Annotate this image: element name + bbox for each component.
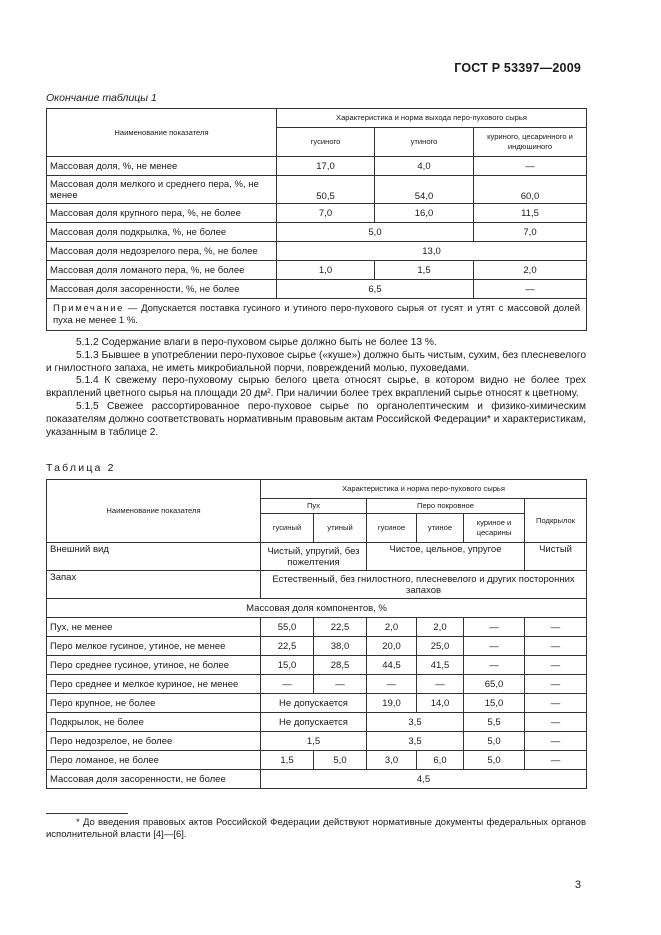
cell-value: 5,0 <box>464 732 525 751</box>
cell-value: — <box>525 713 587 732</box>
cell-value: 22,5 <box>314 618 367 637</box>
cell-value: 1,0 <box>277 261 375 280</box>
cell-value: 20,0 <box>367 637 417 656</box>
cell-value: — <box>261 675 314 694</box>
cell-value: 15,0 <box>261 656 314 675</box>
cell-value: — <box>525 637 587 656</box>
t2-sub-gusinoe: гусиное <box>367 514 417 543</box>
table-row <box>47 751 587 770</box>
t2-head-indicator: Наименование показателя <box>47 480 261 543</box>
cell-value: — <box>525 618 587 637</box>
cell-value: 1,5 <box>261 732 367 751</box>
t1-head-indicator: Наименование показателя <box>47 109 277 157</box>
row-label: Массовая доля засоренности, %, не более <box>47 280 277 299</box>
table2 <box>46 479 587 789</box>
row-label: Подкрылок, не более <box>47 713 261 732</box>
cell-value: Естественный, без гнилостного, плесневелого и других посторонних запахов <box>261 571 587 599</box>
cell-value: 4,5 <box>261 770 587 789</box>
row-label: Пух, не менее <box>47 618 261 637</box>
cell-value: 22,5 <box>261 637 314 656</box>
cell-value: 54,0 <box>375 176 474 204</box>
row-label: Массовая доля засоренности, не более <box>47 770 261 789</box>
table-row <box>47 675 587 694</box>
table-row <box>47 176 587 204</box>
cell-value: 6,5 <box>277 280 474 299</box>
footnote-text: * До введения правовых актов Российской Федерации действуют нормативные документы федеральных органов исполнительной власти [4]—[6]. <box>46 817 586 840</box>
row-label: Массовая доля крупного пера, %, не более <box>47 204 277 223</box>
row-label: Перо недозрелое, не более <box>47 732 261 751</box>
cell-value: 2,0 <box>367 618 417 637</box>
cell-value: 55,0 <box>261 618 314 637</box>
cell-value: 15,0 <box>464 694 525 713</box>
t1-col-duck: утиного <box>375 128 474 157</box>
table-row <box>47 242 587 261</box>
page-number: 3 <box>574 879 581 891</box>
cell-value: 19,0 <box>367 694 417 713</box>
cell-value: 14,0 <box>417 694 464 713</box>
table1 <box>46 108 587 331</box>
t2-head-group: Характеристика и норма перо-пухового сырья <box>261 480 587 499</box>
note-label: Примечание <box>53 302 124 314</box>
paragraph-5-1-5: 5.1.5 Свежее рассортированное перо-пуховое сырье по органолептическим и физико-химическим показателям должно соответствовать нормативным правовым актам Российской Федерации* и характеристикам, указанным в таблице 2. <box>46 400 586 438</box>
table-row <box>47 261 587 280</box>
note-text: — Допускается поставка гусиного и утиного перо-пухового сырья от гусят и утят с массовой долей пуха не менее 1 %. <box>53 302 580 326</box>
cell-value: — <box>314 675 367 694</box>
cell-value: — <box>525 732 587 751</box>
cell-value: — <box>464 656 525 675</box>
row-label: Перо мелкое гусиное, утиное, не менее <box>47 637 261 656</box>
cell-value: 4,0 <box>375 157 474 176</box>
cell-value: Чистый, упругий, без пожелтения <box>261 543 367 571</box>
cell-value: 38,0 <box>314 637 367 656</box>
cell-value: 2,0 <box>474 261 587 280</box>
table-row <box>47 713 587 732</box>
table-row <box>47 543 587 571</box>
row-label: Перо среднее и мелкое куриное, не менее <box>47 675 261 694</box>
table-row <box>47 637 587 656</box>
table1-note <box>47 299 587 331</box>
table-row <box>47 732 587 751</box>
t2-head-pero: Перо покровное <box>367 499 525 514</box>
cell-value: 3,5 <box>367 732 464 751</box>
cell-value: 1,5 <box>375 261 474 280</box>
t2-sub-utinoe: утиное <box>417 514 464 543</box>
cell-value: 6,0 <box>417 751 464 770</box>
row-label: Массовая доля, %, не менее <box>47 157 277 176</box>
table-row <box>47 223 587 242</box>
table2-caption: Таблица 2 <box>46 462 116 474</box>
cell-value: — <box>525 751 587 770</box>
cell-value: 17,0 <box>277 157 375 176</box>
cell-value: 13,0 <box>277 242 587 261</box>
table1-caption: Окончание таблицы 1 <box>46 92 157 104</box>
paragraph-5-1-3: 5.1.3 Бывшее в употреблении перо-пуховое сырье («куше») должно быть чистым, сухим, без плесневелого и гнилостного запаха, не иметь микробиальной порчи, повреждений молью, пуховедами. <box>46 349 586 374</box>
cell-value: — <box>367 675 417 694</box>
cell-value: 5,5 <box>464 713 525 732</box>
cell-value: 3,0 <box>367 751 417 770</box>
cell-value: — <box>464 637 525 656</box>
cell-value: Чистый <box>525 543 587 571</box>
cell-value: 2,0 <box>417 618 464 637</box>
cell-value: Не допускается <box>261 713 367 732</box>
footnote-separator <box>46 813 128 814</box>
cell-value: 44,5 <box>367 656 417 675</box>
cell-value: Чистое, цельное, упругое <box>367 543 525 571</box>
row-label: Перо среднее гусиное, утиное, не более <box>47 656 261 675</box>
t1-col-goose: гусиного <box>277 128 375 157</box>
row-label: Массовая доля мелкого и среднего пера, %, не менее <box>47 176 277 204</box>
cell-value: — <box>525 656 587 675</box>
table-row <box>47 770 587 789</box>
table-row <box>47 656 587 675</box>
table-row <box>47 571 587 599</box>
table-row <box>47 204 587 223</box>
row-label: Массовая доля подкрылка, %, не более <box>47 223 277 242</box>
mass-components-header: Массовая доля компонентов, % <box>47 599 587 618</box>
cell-value: 5,0 <box>314 751 367 770</box>
row-label: Внешний вид <box>47 543 261 571</box>
row-label: Запах <box>47 571 261 599</box>
paragraph-5-1-4: 5.1.4 К свежему перо-пуховому сырью белого цвета относят сырье, в котором видно не более трех вкраплений цветного сырья на площади 20 дм². При наличии более трех вкраплений сырье относят к цветному. <box>46 375 586 400</box>
cell-value: 7,0 <box>277 204 375 223</box>
cell-value: 5,0 <box>464 751 525 770</box>
table-row <box>47 280 587 299</box>
t2-sub-kurinoe: куриное и цесарины <box>464 514 525 543</box>
cell-value: 5,0 <box>277 223 474 242</box>
table-row <box>47 618 587 637</box>
table-row <box>47 694 587 713</box>
cell-value: Не допускается <box>261 694 367 713</box>
cell-value: 50,5 <box>277 176 375 204</box>
document-code: ГОСТ Р 53397—2009 <box>454 61 581 75</box>
row-label: Массовая доля ломаного пера, %, не более <box>47 261 277 280</box>
table-row <box>47 157 587 176</box>
cell-value: 1,5 <box>261 751 314 770</box>
cell-value: 60,0 <box>474 176 587 204</box>
cell-value: — <box>525 694 587 713</box>
cell-value: 3,5 <box>367 713 464 732</box>
t2-head-podkrylok: Подкрылок <box>525 499 587 543</box>
cell-value: 16,0 <box>375 204 474 223</box>
body-paragraphs <box>46 337 586 439</box>
cell-value: — <box>474 280 587 299</box>
paragraph-5-1-2: 5.1.2 Содержание влаги в перо-пуховом сырье должно быть не более 13 %. <box>76 337 437 348</box>
cell-value: 25,0 <box>417 637 464 656</box>
cell-value: — <box>417 675 464 694</box>
row-label: Массовая доля недозрелого пера, %, не более <box>47 242 277 261</box>
footnote <box>46 817 586 841</box>
cell-value: 11,5 <box>474 204 587 223</box>
cell-value: 41,5 <box>417 656 464 675</box>
t2-head-pukh: Пух <box>261 499 367 514</box>
cell-value: 7,0 <box>474 223 587 242</box>
t2-sub-utiny: утиный <box>314 514 367 543</box>
row-label: Перо ломаное, не более <box>47 751 261 770</box>
cell-value: 65,0 <box>464 675 525 694</box>
t2-sub-gusiny: гусиный <box>261 514 314 543</box>
cell-value: — <box>525 675 587 694</box>
t1-head-group: Характеристика и норма выхода перо-пухового сырья <box>277 109 587 128</box>
cell-value: — <box>474 157 587 176</box>
cell-value: — <box>464 618 525 637</box>
row-label: Перо крупное, не более <box>47 694 261 713</box>
cell-value: 28,5 <box>314 656 367 675</box>
t1-col-chicken: куриного, цесаринного и индюшиного <box>474 128 587 157</box>
